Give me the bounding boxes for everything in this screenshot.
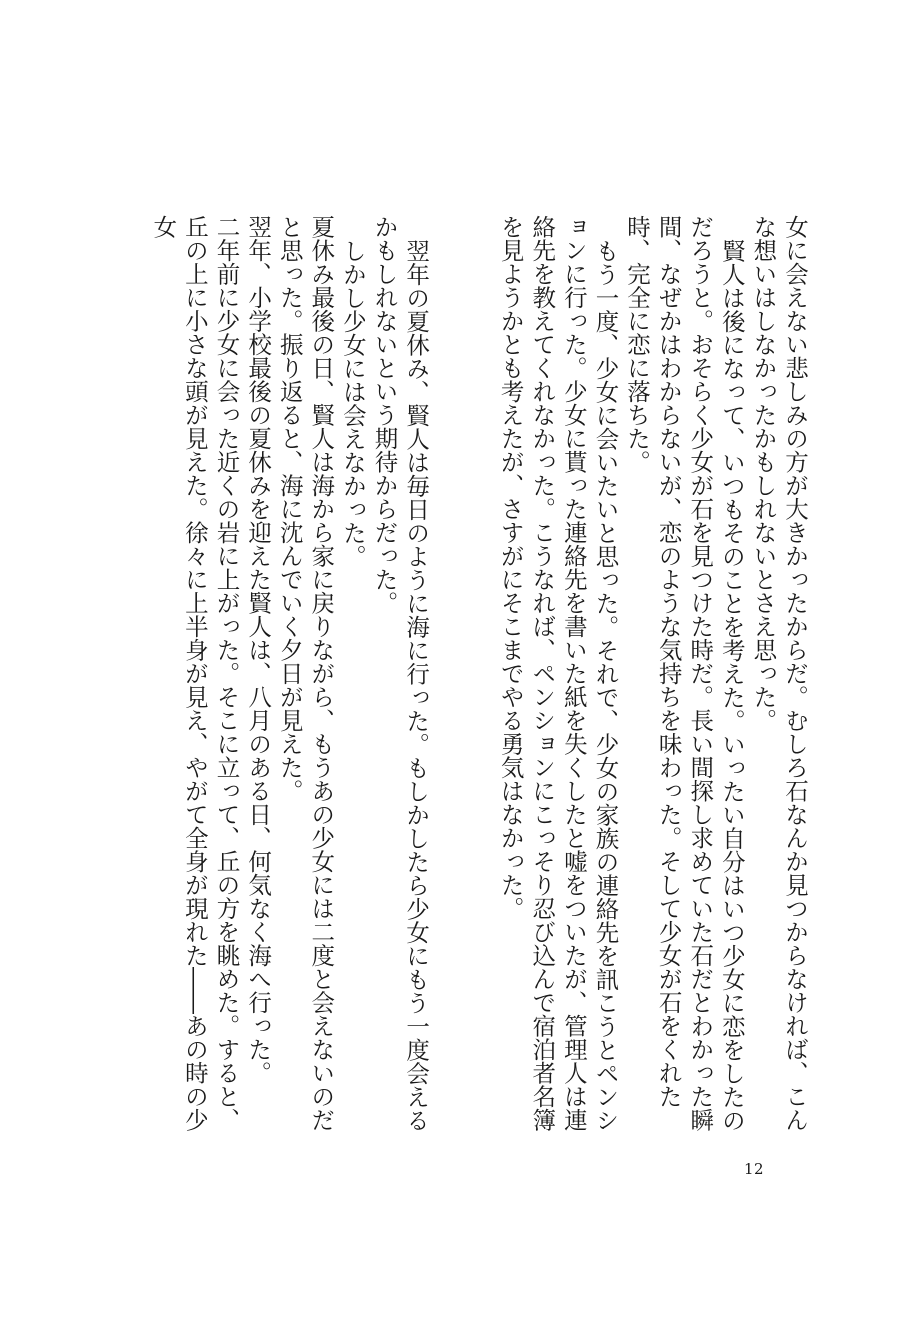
paragraph: 翌年、小学校最後の夏休みを迎えた賢人は、八月のある日、何気なく海へ行った。 [244,215,273,1085]
section-break [431,215,494,1150]
paragraph: もう一度、少女に会いたいと思った。それで、少女の家族の連絡先を訊こうとペンションに行った。少女に貰った連絡先を書いた紙を失くしたと嘘をついたが、管理人は連絡先を教えてくれなかった。こうなれば、ペンションにこっそり忍び込んで宿泊者名簿を見ようかとも考えたが、さすがにそこまでやる勇気はなかった。 [496,215,620,1132]
paragraph: 賢人は後になって、いつもそのことを考えた。いったい自分はいつ少女に恋をしたのだろうと。おそらく少女が石を見つけた時だ。長い間探し求めていた石だとわかった瞬間、なぜかはわからないが、恋のような気持ちを味わった。そして少女が石をくれた時、完全に恋に落ちた。 [623,215,746,1132]
paragraph: 二年前に少女に会った近くの岩に上がった。そこに立って、丘の方を眺めた。すると、丘の上に小さな頭が見えた。徐々に上半身が見え、やがて全身が現れた――あの時の少女 [149,215,241,1132]
paragraph: 女に会えない悲しみの方が大きかったからだ。むしろ石なんか見つからなければ、こんな想いはしなかったかもしれないとさえ思った。 [749,215,809,1132]
paragraph: 翌年の夏休み、賢人は毎日のように海に行った。もしかしたら少女にもう一度会えるかもしれないという期待からだった。 [370,215,431,1132]
paragraph: しかし少女には会えなかった。 [338,238,367,568]
vertical-text-body [90,215,810,1150]
paragraph: 夏休み最後の日、賢人は海から家に戻りながら、もうあの少女には二度と会えないのだと思った。振り返ると、海に沈んでいく夕日が見えた。 [275,215,336,1132]
page-number: 12 [744,1160,765,1178]
